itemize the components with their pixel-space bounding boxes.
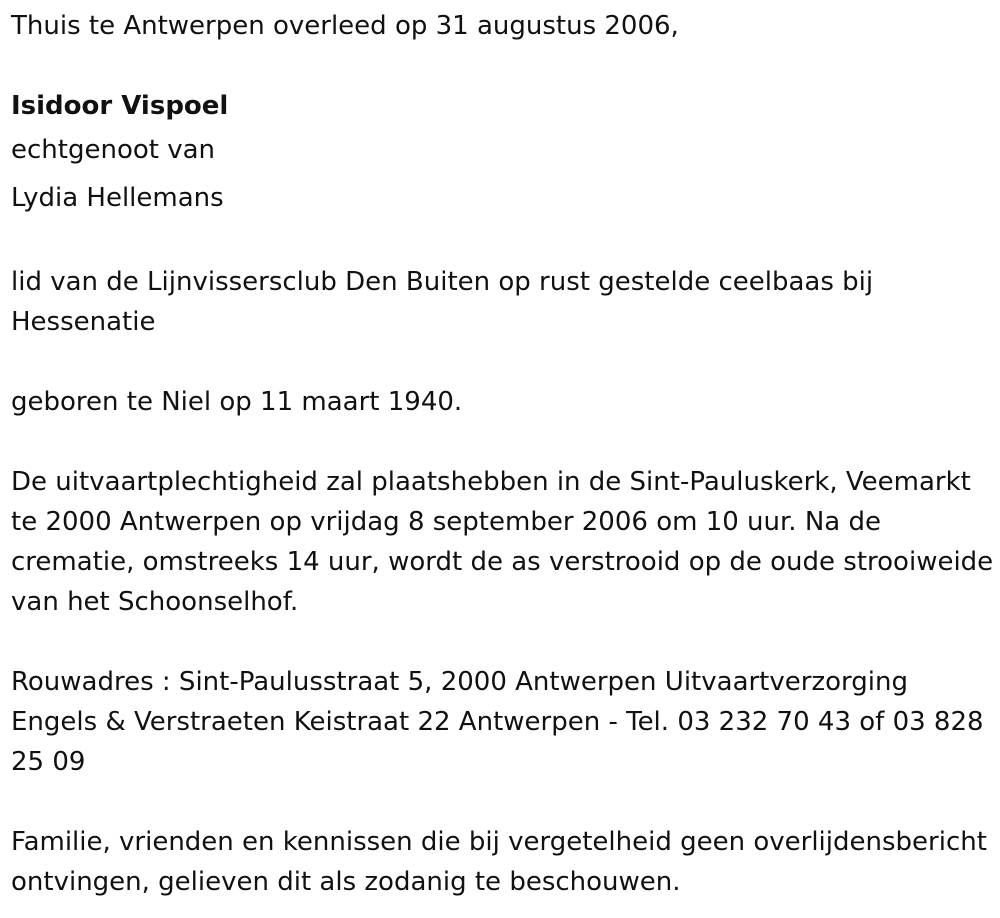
- address-text: Rouwadres : Sint-Paulusstraat 5, 2000 Antwerpen Uitvaartverzorging Engels & Verstraeten Keistraat 22 Antwerpen - Tel. 03 232 70 43 of 03 828 25 09: [11, 667, 984, 777]
- ceremony-text: De uitvaartplechtigheid zal plaatshebben in de Sint-Pauluskerk, Veemarkt te 2000 Antwerpen op vrijdag 8 september 2006 om 10 uur. Na de crematie, omstreeks 14 uur, wordt de as verstrooid op de oude strooiweide van het Schoonselhof.: [11, 467, 994, 617]
- spouse-name: Lydia Hellemans: [11, 183, 224, 213]
- deceased-name: Isidoor Vispoel: [11, 91, 229, 121]
- spouse-label: echtgenoot van: [11, 135, 216, 165]
- closing-text: Familie, vrienden en kennissen die bij vergetelheid geen overlijdensbericht ontvingen, gelieven dit als zodanig te beschouwen.: [11, 827, 987, 897]
- occupation-text: lid van de Lijnvissersclub Den Buiten op rust gestelde ceelbaas bij Hessenatie: [11, 267, 874, 337]
- death-notice: [11, 0, 996, 902]
- intro-text: Thuis te Antwerpen overleed op 31 augustus 2006,: [11, 11, 679, 41]
- birth-text: geboren te Niel op 11 maart 1940.: [11, 387, 463, 417]
